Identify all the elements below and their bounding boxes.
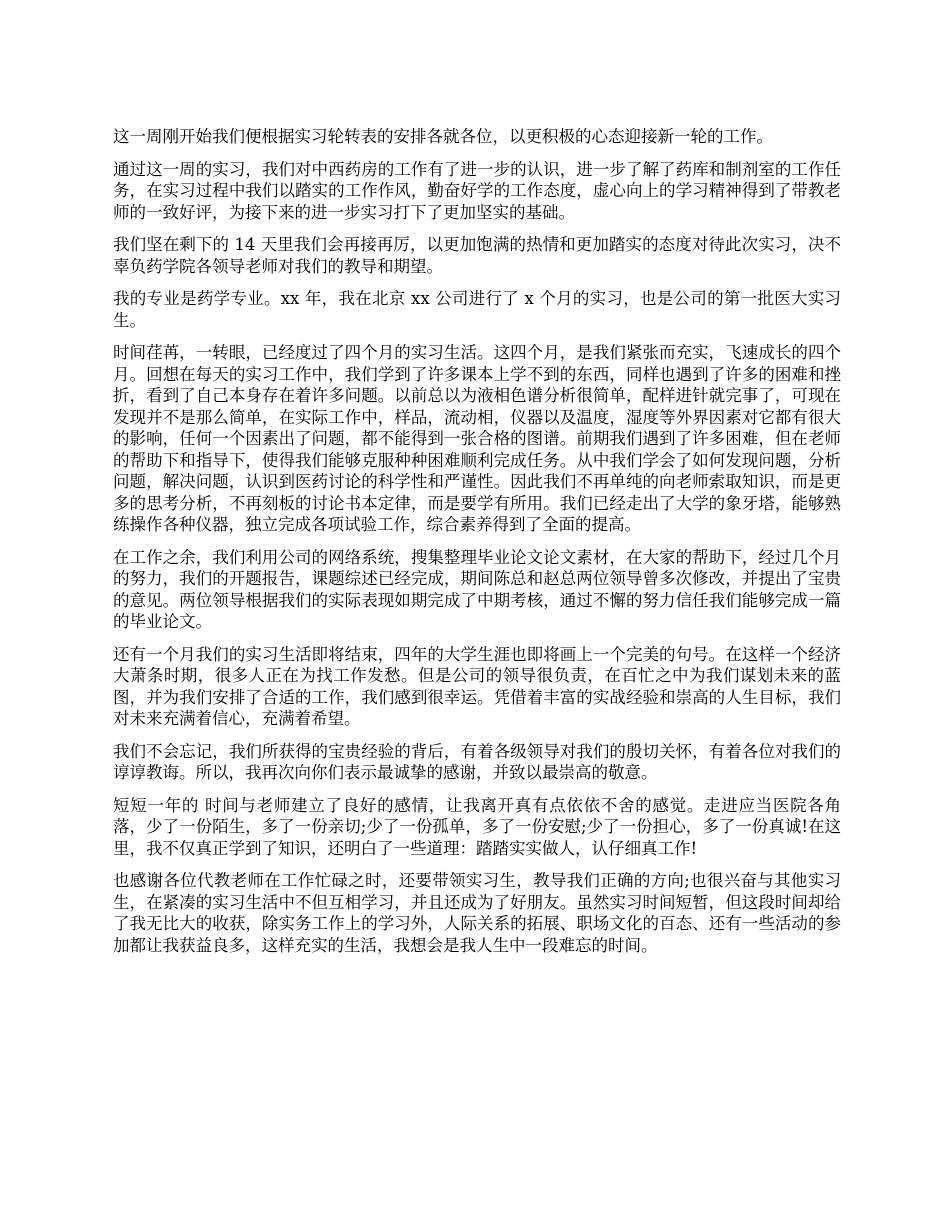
document-body	[113, 126, 841, 967]
paragraph-5: 时间荏苒，一转眼，已经度过了四个月的实习生活。这四个月，是我们紧张而充实，飞速成长的四个月。回想在每天的实习工作中，我们学到了许多课本上学不到的东西，同样也遇到了许多的困难和挫折，看到了自己本身存在着许多问题。以前总以为液相色谱分析很简单，配样进针就完事了，可现在发现并不是那么简单，在实际工作中，样品，流动相，仪器以及温度，湿度等外界因素对它都有很大的影响，任何一个因素出了问题，都不能得到一张合格的图谱。前期我们遇到了许多困难，但在老师的帮助下和指导下，使得我们能够克服种种困难顺利完成任务。从中我们学会了如何发现问题，分析问题，解决问题，认识到医药讨论的科学性和严谨性。因此我们不再单纯的向老师索取知识，而是更多的思考分析，不再刻板的讨论书本定律，而是要学有所用。我们已经走出了大学的象牙塔，能够熟练操作各种仪器，独立完成各项试验工作，综合素养得到了全面的提高。	[113, 343, 841, 534]
paragraph-2: 通过这一周的实习，我们对中西药房的工作有了进一步的认识，进一步了解了药库和制剂室的工作任务，在实习过程中我们以踏实的工作作风，勤奋好学的工作态度，虚心向上的学习精神得到了带教老师的一致好评，为接下来的进一步实习打下了更加坚实的基础。	[113, 159, 841, 222]
paragraph-7: 还有一个月我们的实习生活即将结束，四年的大学生涯也即将画上一个完美的句号。在这样一个经济大萧条时期，很多人正在为找工作发愁。但是公司的领导很负责，在百忙之中为我们谋划未来的蓝图，并为我们安排了合适的工作，我们感到很幸运。凭借着丰富的实战经验和崇高的人生目标，我们对未来充满着信心，充满着希望。	[113, 644, 841, 728]
paragraph-8: 我们不会忘记，我们所获得的宝贵经验的背后，有着各级领导对我们的殷切关怀，有着各位对我们的谆谆教诲。所以，我再次向你们表示最诚挚的感谢，并致以最崇高的敬意。	[113, 741, 841, 782]
paragraph-10: 也感谢各位代教老师在工作忙碌之时，还要带领实习生，教导我们正确的方向;也很兴奋与其他实习生，在紧凑的实习生活中不但互相学习，并且还成为了好朋友。虽然实习时间短暂，但这段时间却给了我无比大的收获，除实务工作上的学习外，人际关系的拓展、职场文化的百态、还有一些活动的参加都让我获益良多，这样充实的生活，我想会是我人生中一段难忘的时间。	[113, 871, 841, 955]
paragraph-4: 我的专业是药学专业。xx 年，我在北京 xx 公司进行了 x 个月的实习，也是公司的第一批医大实习生。	[113, 289, 841, 330]
paragraph-6: 在工作之余，我们利用公司的网络系统，搜集整理毕业论文论文素材，在大家的帮助下，经过几个月的努力，我们的开题报告，课题综述已经完成，期间陈总和赵总两位领导曾多次修改，并提出了宝贵的意见。两位领导根据我们的实际表现如期完成了中期考核，通过不懈的努力信任我们能够完成一篇的毕业论文。	[113, 547, 841, 631]
paragraph-9: 短短一年的 时间与老师建立了良好的感情，让我离开真有点依依不舍的感觉。走进应当医院各角落，少了一份陌生，多了一份亲切;少了一份孤单，多了一份安慰;少了一份担心，多了一份真诚!在这里，我不仅真正学到了知识，还明白了一些道理：踏踏实实做人，认仔细真工作!	[113, 795, 841, 858]
paragraph-3: 我们坚在剩下的 14 天里我们会再接再厉，以更加饱满的热情和更加踏实的态度对待此次实习，决不辜负药学院各领导老师对我们的教导和期望。	[113, 235, 841, 276]
paragraph-1: 这一周刚开始我们便根据实习轮转表的安排各就各位，以更积极的心态迎接新一轮的工作。	[113, 127, 773, 146]
